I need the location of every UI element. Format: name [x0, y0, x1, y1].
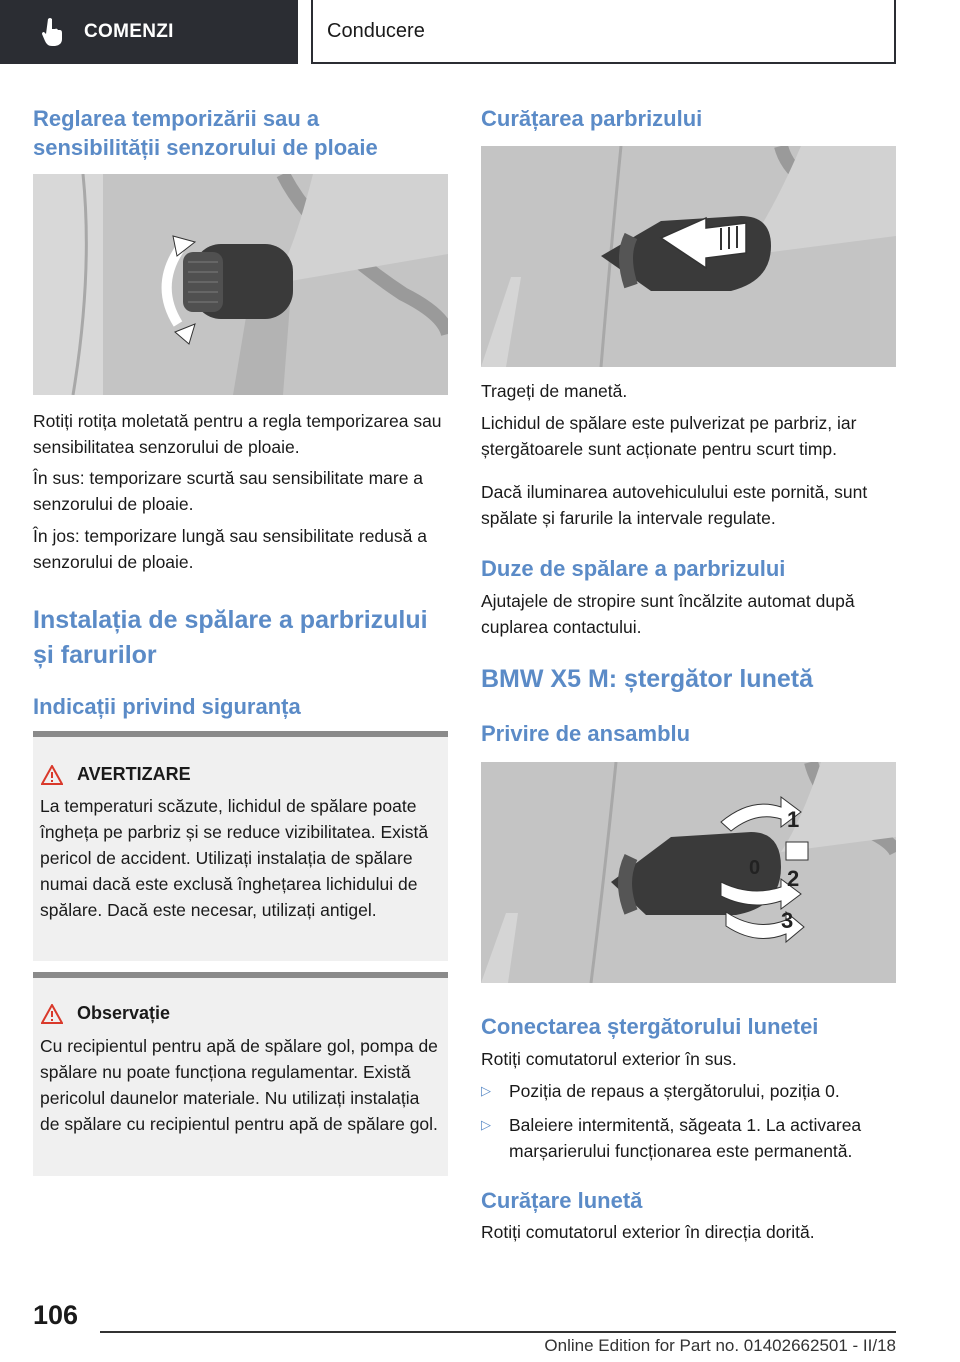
rain-sensor-wheel-figure	[33, 174, 448, 395]
position-label-1: 1	[787, 807, 800, 832]
warning-triangle-icon	[41, 765, 63, 785]
paragraph-headlights-washed: Dacă iluminarea autovehiculului este pornită, sunt spălate și farurile la intervale regulate.	[481, 482, 868, 528]
bullet-triangle-icon: ▷	[481, 1083, 491, 1098]
note-text: Cu recipientul pentru apă de spălare gol, pompa de spălare nu poate funcționa regulamentar. Există pericolul daunelor materiale. Nu utilizați instalația de spălare cu recipientul pentru apă de spălare gol.	[40, 1036, 438, 1134]
heading-clean-windshield: Curățarea parbrizului	[481, 106, 703, 131]
paragraph-nozzles: Ajutajele de stropire sunt încălzite automat după cuplarea contactului.	[481, 591, 855, 637]
bullet-triangle-icon: ▷	[481, 1117, 491, 1132]
caution-triangle-icon	[41, 1004, 63, 1024]
footer-edition: Online Edition for Part no. 01402662501 - II/18	[544, 1336, 896, 1355]
chapter-tab[interactable]	[0, 0, 298, 64]
heading-x5m-rear-wiper: BMW X5 M: ștergător lunetă	[481, 665, 813, 693]
heading-washer-system: Instalația de spălare a parbrizului și farurilor	[33, 606, 428, 669]
footer-divider	[100, 1331, 896, 1333]
heading-overview: Privire de ansamblu	[481, 721, 691, 746]
chapter-tab-label: COMENZI	[84, 21, 174, 42]
warning-box	[33, 731, 448, 961]
warning-text: La temperaturi scăzute, lichidul de spălare poate îngheța pe parbriz și se reduce vizibilitatea. Există pericol de accident. Utilizați instalația de spălare numai dacă este exclusă înghețarea lichidului de spălare. Dacă este necesar, utilizați antigel.	[40, 796, 429, 920]
page-number: 106	[33, 1300, 79, 1330]
paragraph-rotate-up: Rotiți comutatorul exterior în sus.	[481, 1049, 737, 1069]
paragraph-rotate-wheel: Rotiți rotița moletată pentru a regla temporizarea sau sensibilitatea senzorului de ploaie.	[33, 411, 442, 457]
note-title: Observație	[77, 1003, 171, 1023]
heading-safety: Indicații privind siguranța	[33, 694, 301, 719]
rear-wiper-switch-figure	[481, 762, 896, 983]
heading-nozzles: Duze de spălare a parbrizului	[481, 556, 786, 581]
paragraph-up: În sus: temporizare scurtă sau sensibilitate mare a senzorului de ploaie.	[33, 468, 424, 514]
warning-title: AVERTIZARE	[77, 764, 191, 784]
section-title: Conducere	[327, 19, 425, 42]
note-box	[33, 972, 448, 1176]
heading-rear-window-clean: Curățare lunetă	[481, 1188, 643, 1213]
position-label-3: 3	[781, 908, 794, 933]
paragraph-rotate-direction: Rotiți comutatorul exterior în direcția dorită.	[481, 1222, 815, 1242]
paragraph-pull-lever: Trageți de manetă.	[481, 381, 628, 401]
pointing-hand-icon	[40, 17, 66, 47]
heading-adjust-sensitivity: Reglarea temporizării sau a sensibilității senzorului de ploaie	[33, 106, 378, 160]
paragraph-fluid-sprayed: Lichidul de spălare este pulverizat pe parbriz, iar ștergătoarele sunt acționate pentru scurt timp.	[481, 413, 857, 459]
list-item: ▷ Baleiere intermitentă, săgeata 1. La activarea marșarierului funcționarea este permanentă.	[481, 1112, 901, 1164]
heading-connect-rear-wiper: Conectarea ștergătorului lunetei	[481, 1014, 819, 1039]
position-label-2: 2	[787, 866, 800, 891]
position-label-0: 0	[749, 857, 761, 879]
pull-lever-figure	[481, 146, 896, 367]
list-item: ▷ Poziția de repaus a ștergătorului, poziția 0.	[481, 1078, 901, 1104]
section-header	[311, 0, 896, 64]
paragraph-down: În jos: temporizare lungă sau sensibilitate redusă a senzorului de ploaie.	[33, 526, 427, 572]
